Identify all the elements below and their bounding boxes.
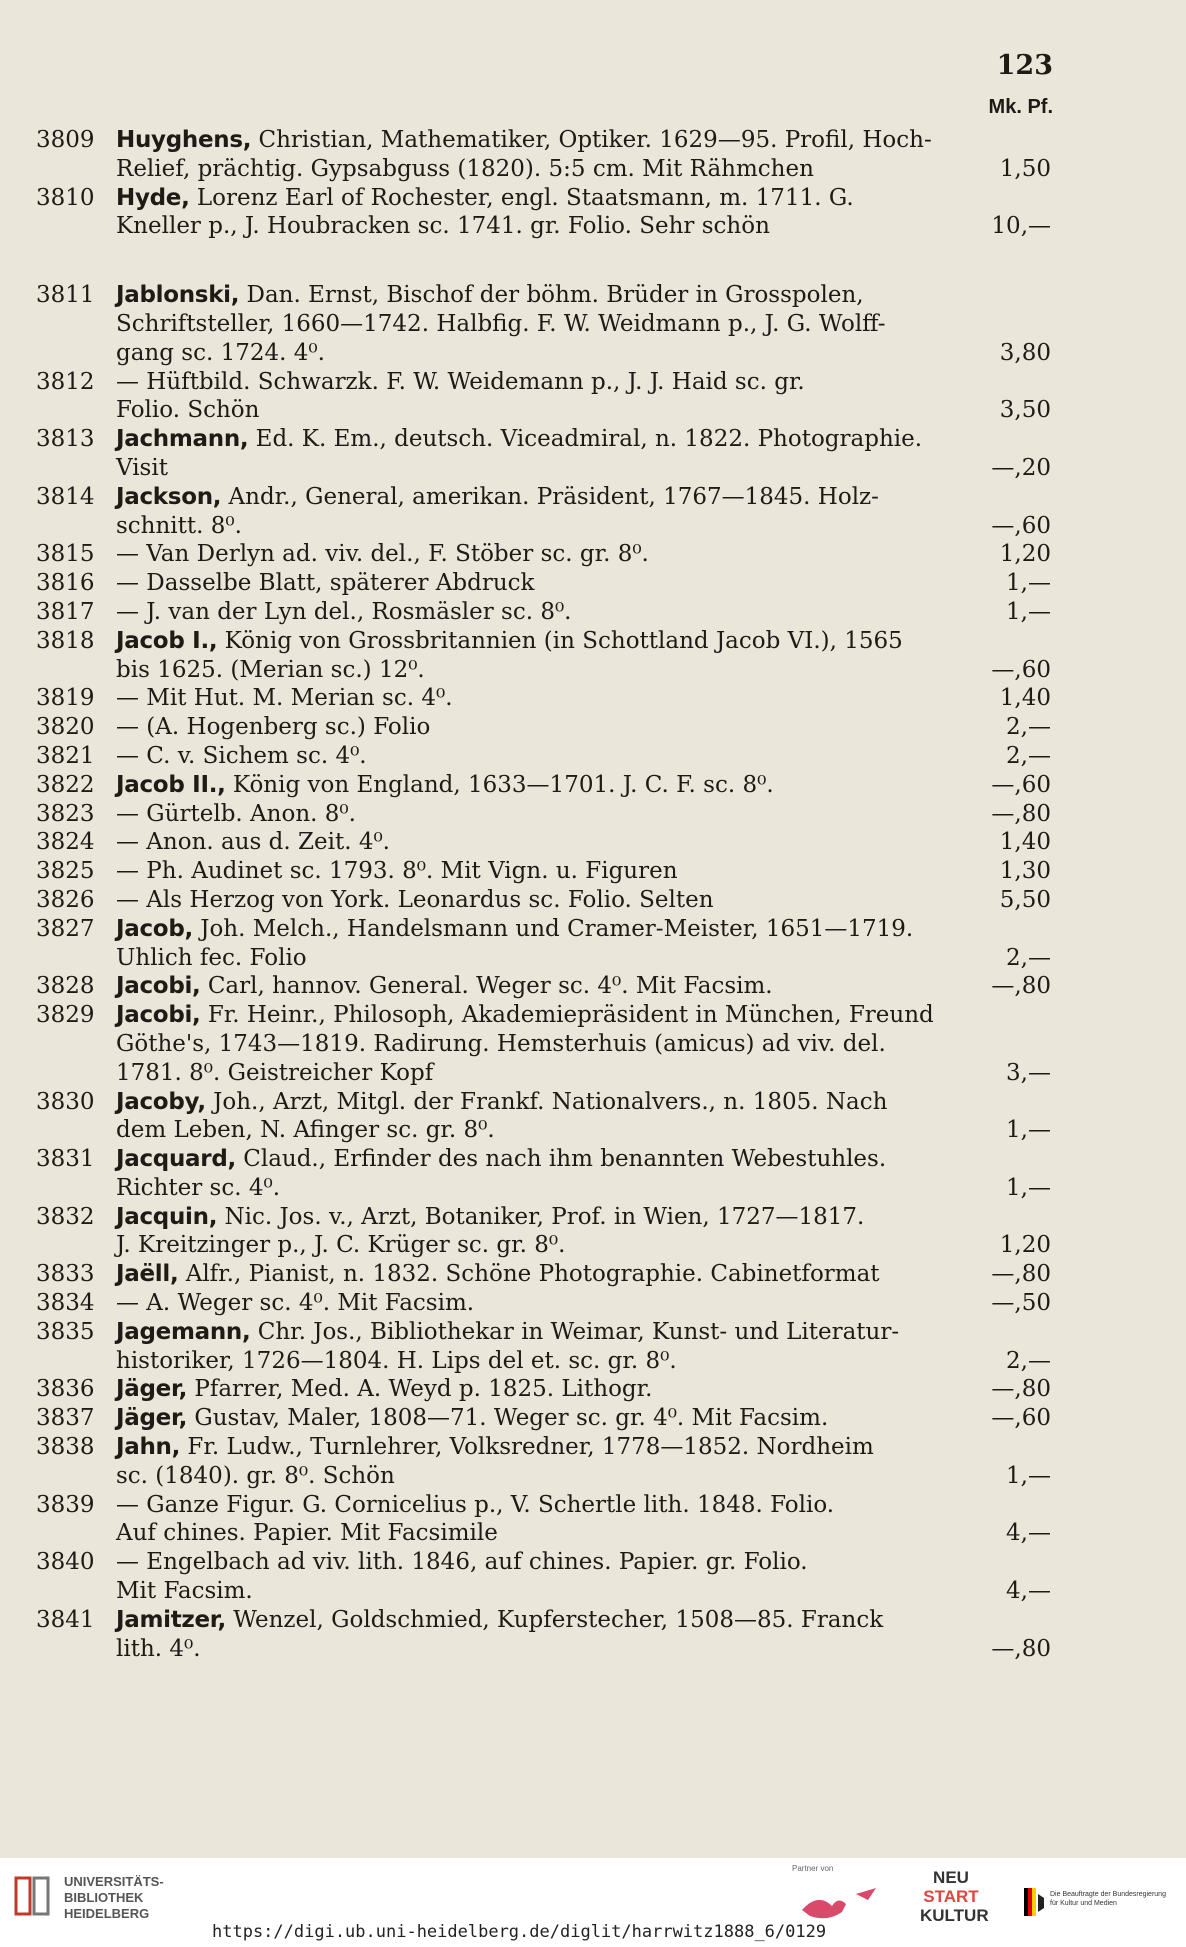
entry-price: —,80 bbox=[991, 800, 1051, 827]
entry-description: Relief, prächtig. Gypsabguss (1820). 5:5 cm. Mit Rähmchen bbox=[116, 155, 814, 182]
entry-line bbox=[36, 1433, 1051, 1462]
entry-line bbox=[36, 1088, 1051, 1117]
entry-description: — Engelbach ad viv. lith. 1846, auf chines. Papier. gr. Folio. bbox=[116, 1549, 808, 1576]
entry-text bbox=[116, 339, 325, 368]
entry-description: Christian, Mathematiker, Optiker. 1629—95. Profil, Hoch- bbox=[258, 127, 932, 153]
entry-text bbox=[116, 800, 356, 829]
federal-eagle-icon bbox=[1024, 1888, 1044, 1916]
entry-description: Chr. Jos., Bibliothekar in Weimar, Kunst- und Literatur- bbox=[257, 1318, 900, 1345]
entry-subject-name: Jacquard, bbox=[116, 1146, 236, 1173]
entry-text bbox=[116, 310, 885, 339]
entry-number: 3841 bbox=[36, 1606, 95, 1633]
entry-price: —,60 bbox=[991, 656, 1051, 683]
entry-line bbox=[36, 598, 1051, 627]
entry-price: 1,— bbox=[1006, 1174, 1051, 1201]
entry-line bbox=[36, 684, 1051, 713]
entry-text bbox=[116, 1462, 395, 1491]
footer-bar bbox=[0, 1858, 1186, 1947]
entry-line bbox=[36, 425, 1051, 454]
entry-price: 3,80 bbox=[999, 339, 1051, 366]
entry-number: 3823 bbox=[36, 800, 95, 827]
entry-subject-name: Jacquin, bbox=[116, 1203, 218, 1230]
entry-number: 3839 bbox=[36, 1491, 95, 1518]
entry-text bbox=[116, 368, 805, 397]
catalog-entry bbox=[36, 1145, 1051, 1203]
entry-text bbox=[116, 944, 307, 973]
entry-subject-name: Jacoby, bbox=[116, 1088, 206, 1115]
catalog-entry bbox=[36, 713, 1051, 742]
partner-label: Partner von bbox=[792, 1864, 834, 1873]
entry-line bbox=[36, 1462, 1051, 1491]
entry-number: 3809 bbox=[36, 127, 95, 153]
catalog-entry bbox=[36, 828, 1051, 857]
entry-text bbox=[116, 886, 714, 915]
entry-text bbox=[116, 1174, 280, 1203]
entry-description: Kneller p., J. Houbracken sc. 1741. gr. Folio. Sehr schön bbox=[116, 213, 770, 240]
entry-line bbox=[36, 1231, 1051, 1260]
entry-number: 3822 bbox=[36, 771, 95, 798]
entry-price: 4,— bbox=[1006, 1520, 1051, 1547]
entry-text bbox=[116, 1318, 899, 1347]
neustart-kultur-logo: NEU START KULTUR bbox=[920, 1868, 989, 1925]
entry-line bbox=[36, 212, 1051, 241]
catalog-entry bbox=[36, 1404, 1051, 1433]
entry-description: Lorenz Earl of Rochester, engl. Staatsmann, m. 1711. G. bbox=[196, 184, 854, 211]
entry-line bbox=[36, 1059, 1051, 1088]
entry-number: 3834 bbox=[36, 1290, 95, 1317]
entry-line bbox=[36, 828, 1051, 857]
entry-description: Joh., Arzt, Mitgl. der Frankf. Nationalvers., n. 1805. Nach bbox=[213, 1088, 888, 1115]
entry-text bbox=[116, 569, 534, 598]
entry-price: —,80 bbox=[991, 1376, 1051, 1403]
entry-subject-name: Jagemann, bbox=[116, 1318, 251, 1345]
entry-line bbox=[36, 1548, 1051, 1577]
entry-text bbox=[116, 425, 922, 454]
entry-text bbox=[116, 1059, 433, 1088]
catalog-entry bbox=[36, 1548, 1051, 1606]
entry-price: 2,— bbox=[1006, 742, 1051, 769]
library-name: UNIVERSITÄTS- BIBLIOTHEK HEIDELBERG bbox=[64, 1874, 164, 1921]
entry-text bbox=[116, 1375, 652, 1404]
entry-line bbox=[36, 1404, 1051, 1433]
entry-price: —,20 bbox=[991, 454, 1051, 481]
entry-text bbox=[116, 1491, 834, 1520]
entry-number: 3817 bbox=[36, 598, 95, 625]
entry-text bbox=[116, 1088, 887, 1117]
entry-price: 3,50 bbox=[999, 397, 1051, 424]
entry-line bbox=[36, 1491, 1051, 1520]
entry-price: —,50 bbox=[991, 1290, 1051, 1317]
entry-description: — Mit Hut. M. Merian sc. 4⁰. bbox=[116, 685, 453, 712]
entry-description: — A. Weger sc. 4⁰. Mit Facsim. bbox=[116, 1290, 475, 1317]
entry-description: — Ph. Audinet sc. 1793. 8⁰. Mit Vign. u. Figuren bbox=[116, 858, 678, 885]
bkm-label: Die Beauftragte der Bundesregierung für Kultur und Medien bbox=[1050, 1891, 1166, 1907]
catalog-entry bbox=[36, 569, 1051, 598]
entry-description: Uhlich fec. Folio bbox=[116, 944, 307, 971]
entry-description: Nic. Jos. v., Arzt, Botaniker, Prof. in Wien, 1727—1817. bbox=[224, 1203, 865, 1230]
entry-text bbox=[116, 454, 168, 483]
entry-line bbox=[36, 972, 1051, 1001]
entry-description: Alfr., Pianist, n. 1832. Schöne Photographie. Cabinetformat bbox=[185, 1261, 880, 1288]
entry-text bbox=[116, 771, 774, 800]
entry-text bbox=[116, 1577, 253, 1606]
entry-description: lith. 4⁰. bbox=[116, 1635, 201, 1662]
entry-number: 3828 bbox=[36, 973, 95, 1000]
entry-number: 3814 bbox=[36, 483, 95, 510]
entry-subject-name: Jacob II., bbox=[116, 771, 226, 798]
entry-text bbox=[116, 483, 879, 512]
currency-header: Mk. Pf. bbox=[988, 96, 1053, 118]
entry-text bbox=[116, 1548, 808, 1577]
entry-subject-name: Jacobi, bbox=[116, 1002, 201, 1029]
entry-line bbox=[36, 483, 1051, 512]
entry-line bbox=[36, 540, 1051, 569]
entry-description: — Ganze Figur. G. Cornicelius p., V. Schertle lith. 1848. Folio. bbox=[116, 1491, 835, 1518]
entry-number: 3831 bbox=[36, 1146, 95, 1173]
entry-description: dem Leben, N. Afinger sc. gr. 8⁰. bbox=[116, 1117, 495, 1144]
entry-number: 3824 bbox=[36, 829, 95, 856]
entry-price: 2,— bbox=[1006, 1347, 1051, 1374]
entry-number: 3838 bbox=[36, 1434, 95, 1461]
entry-number: 3812 bbox=[36, 368, 95, 395]
entry-number: 3810 bbox=[36, 184, 95, 211]
entry-number: 3819 bbox=[36, 685, 95, 712]
catalog-entry bbox=[36, 1433, 1051, 1491]
entry-subject-name: Jackson, bbox=[116, 483, 222, 510]
entry-number: 3840 bbox=[36, 1549, 95, 1576]
entry-subject-name: Jacob I., bbox=[116, 627, 218, 654]
entry-description: — Als Herzog von York. Leonardus sc. Folio. Selten bbox=[116, 886, 714, 913]
entry-description: historiker, 1726—1804. H. Lips del et. sc. gr. 8⁰. bbox=[116, 1347, 677, 1374]
entry-text bbox=[116, 972, 773, 1001]
entry-number: 3821 bbox=[36, 742, 95, 769]
entry-subject-name: Jamitzer, bbox=[116, 1606, 226, 1633]
entry-description: Mit Facsim. bbox=[116, 1578, 253, 1605]
entry-price: —,60 bbox=[991, 512, 1051, 539]
entry-line bbox=[36, 454, 1051, 483]
entry-description: Göthe's, 1743—1819. Radirung. Hemsterhuis (amicus) ad viv. del. bbox=[116, 1030, 886, 1057]
entry-text bbox=[116, 1030, 886, 1059]
entry-line bbox=[36, 1260, 1051, 1289]
entry-subject-name: Jacobi, bbox=[116, 973, 201, 1000]
entry-description: — (A. Hogenberg sc.) Folio bbox=[116, 714, 431, 741]
entry-description: Dan. Ernst, Bischof der böhm. Brüder in Grosspolen, bbox=[246, 282, 864, 309]
entry-text bbox=[116, 742, 367, 771]
entry-line bbox=[36, 512, 1051, 541]
entry-price: 1,— bbox=[1006, 570, 1051, 597]
catalog-entry bbox=[36, 886, 1051, 915]
entry-price: 1,20 bbox=[999, 541, 1051, 568]
entry-price: —,60 bbox=[991, 1405, 1051, 1432]
catalog-entry bbox=[36, 126, 1051, 184]
entry-line bbox=[36, 1116, 1051, 1145]
entry-subject-name: Jablonski, bbox=[116, 282, 240, 309]
entry-line bbox=[36, 339, 1051, 368]
entry-subject-name: Huyghens, bbox=[116, 127, 252, 153]
entry-text bbox=[116, 155, 814, 184]
entry-line bbox=[36, 368, 1051, 397]
source-url-link[interactable]: https://digi.ub.uni-heidelberg.de/diglit/harrwitz1888_6/0129 bbox=[212, 1922, 827, 1942]
entry-line bbox=[36, 886, 1051, 915]
entry-text bbox=[116, 1203, 864, 1232]
entry-price: 4,— bbox=[1006, 1578, 1051, 1605]
entry-line bbox=[36, 1174, 1051, 1203]
entry-text bbox=[116, 126, 932, 155]
entry-number: 3818 bbox=[36, 627, 95, 654]
entry-text bbox=[116, 684, 453, 713]
entry-line bbox=[36, 1318, 1051, 1347]
entry-text bbox=[116, 1116, 495, 1145]
entry-description: Richter sc. 4⁰. bbox=[116, 1174, 280, 1201]
entry-price: 1,— bbox=[1006, 598, 1051, 625]
catalog-entry bbox=[36, 281, 1051, 367]
entry-description: Fr. Heinr., Philosoph, Akademiepräsident in München, Freund bbox=[207, 1002, 934, 1029]
entry-text bbox=[116, 915, 913, 944]
entry-number: 3830 bbox=[36, 1088, 95, 1115]
entry-text bbox=[116, 540, 649, 569]
entry-description: Visit bbox=[116, 454, 168, 481]
entry-number: 3836 bbox=[36, 1376, 95, 1403]
entry-line bbox=[36, 1577, 1051, 1606]
catalog-entry bbox=[36, 1491, 1051, 1549]
entry-line bbox=[36, 656, 1051, 685]
catalog-entry bbox=[36, 857, 1051, 886]
entry-subject-name: Jaëll, bbox=[116, 1261, 179, 1288]
catalog-entry bbox=[36, 915, 1051, 973]
entry-description: König von England, 1633—1701. J. C. F. sc. 8⁰. bbox=[232, 771, 774, 798]
entry-line bbox=[36, 155, 1051, 184]
catalog-entry bbox=[36, 368, 1051, 426]
entry-text bbox=[116, 1519, 498, 1548]
entry-text bbox=[116, 598, 572, 627]
catalog-entry bbox=[36, 742, 1051, 771]
entry-line bbox=[36, 944, 1051, 973]
entry-description: — Van Derlyn ad. viv. del., F. Stöber sc. gr. 8⁰. bbox=[116, 541, 649, 568]
entry-text bbox=[116, 857, 678, 886]
entry-line bbox=[36, 569, 1051, 598]
catalog-entry bbox=[36, 684, 1051, 713]
entry-subject-name: Jacob, bbox=[116, 915, 193, 942]
entry-price: 2,— bbox=[1006, 944, 1051, 971]
catalog-entry bbox=[36, 184, 1051, 242]
entry-text bbox=[116, 1001, 934, 1030]
entry-price: 1,20 bbox=[999, 1232, 1051, 1259]
entry-number: 3816 bbox=[36, 570, 95, 597]
entry-description: sc. (1840). gr. 8⁰. Schön bbox=[116, 1462, 395, 1489]
entry-description: schnitt. 8⁰. bbox=[116, 512, 242, 539]
catalog-entry bbox=[36, 540, 1051, 569]
entry-text bbox=[116, 627, 903, 656]
entry-description: 1781. 8⁰. Geistreicher Kopf bbox=[116, 1059, 434, 1086]
entry-line bbox=[36, 1519, 1051, 1548]
entry-line bbox=[36, 800, 1051, 829]
entry-description: — Dasselbe Blatt, späterer Abdruck bbox=[116, 570, 535, 597]
page-number: 123 bbox=[996, 50, 1053, 81]
entry-text bbox=[116, 1260, 880, 1289]
entry-number: 3829 bbox=[36, 1002, 95, 1029]
entry-line bbox=[36, 1030, 1051, 1059]
entry-number: 3826 bbox=[36, 886, 95, 913]
entry-line bbox=[36, 915, 1051, 944]
entry-description: — J. van der Lyn del., Rosmäsler sc. 8⁰. bbox=[116, 598, 572, 625]
entry-description: gang sc. 1724. 4⁰. bbox=[116, 339, 325, 366]
entry-number: 3833 bbox=[36, 1261, 95, 1288]
entry-subject-name: Jäger, bbox=[116, 1376, 188, 1403]
entry-text bbox=[116, 1404, 828, 1433]
catalog-entry bbox=[36, 771, 1051, 800]
entry-line bbox=[36, 1347, 1051, 1376]
catalog-entry bbox=[36, 627, 1051, 685]
entry-description: Claud., Erfinder des nach ihm benannten Webestuhles. bbox=[243, 1146, 887, 1173]
entry-price: —,80 bbox=[991, 973, 1051, 1000]
entry-line bbox=[36, 126, 1051, 155]
entry-line bbox=[36, 857, 1051, 886]
entry-description: Wenzel, Goldschmied, Kupferstecher, 1508—85. Franck bbox=[233, 1606, 884, 1633]
entry-description: Andr., General, amerikan. Präsident, 1767—1845. Holz- bbox=[228, 483, 879, 510]
entry-subject-name: Hyde, bbox=[116, 184, 190, 211]
entry-description: J. Kreitzinger p., J. C. Krüger sc. gr. 8⁰. bbox=[116, 1232, 566, 1259]
entry-description: — Gürtelb. Anon. 8⁰. bbox=[116, 800, 356, 827]
entry-text bbox=[116, 184, 854, 213]
entry-text bbox=[116, 512, 242, 541]
entry-line bbox=[36, 771, 1051, 800]
entry-text bbox=[116, 1231, 565, 1260]
catalog-entry bbox=[36, 1001, 1051, 1087]
entry-description: bis 1625. (Merian sc.) 12⁰. bbox=[116, 656, 425, 683]
entry-description: Carl, hannov. General. Weger sc. 4⁰. Mit Facsim. bbox=[207, 973, 773, 1000]
catalog-entry bbox=[36, 972, 1051, 1001]
catalog-entry bbox=[36, 1375, 1051, 1404]
entry-price: 1,30 bbox=[999, 858, 1051, 885]
entry-description: — Anon. aus d. Zeit. 4⁰. bbox=[116, 829, 390, 856]
entry-description: Gustav, Maler, 1808—71. Weger sc. gr. 4⁰. Mit Facsim. bbox=[194, 1405, 829, 1432]
entry-number: 3835 bbox=[36, 1318, 95, 1345]
catalog-entry bbox=[36, 1260, 1051, 1289]
entry-number: 3813 bbox=[36, 426, 95, 453]
entry-line bbox=[36, 1001, 1051, 1030]
entry-text bbox=[116, 396, 259, 425]
catalog-entry bbox=[36, 1289, 1051, 1318]
entry-price: —,80 bbox=[991, 1261, 1051, 1288]
entry-line bbox=[36, 1635, 1051, 1664]
entry-description: Schriftsteller, 1660—1742. Halbfig. F. W. Weidmann p., J. G. Wolff- bbox=[116, 310, 886, 337]
catalog-entry bbox=[36, 425, 1051, 483]
entry-line bbox=[36, 1375, 1051, 1404]
entry-line bbox=[36, 1606, 1051, 1635]
entry-price: 1,— bbox=[1006, 1462, 1051, 1489]
entry-text bbox=[116, 713, 430, 742]
entry-number: 3827 bbox=[36, 915, 95, 942]
entry-list bbox=[36, 126, 1051, 1663]
entry-price: 2,— bbox=[1006, 714, 1051, 741]
entry-text bbox=[116, 1289, 474, 1318]
entry-price: 5,50 bbox=[999, 886, 1051, 913]
entry-text bbox=[116, 828, 390, 857]
entry-price: —,60 bbox=[991, 771, 1051, 798]
entry-price: 1,50 bbox=[999, 155, 1051, 182]
entry-subject-name: Jahn, bbox=[116, 1434, 181, 1461]
catalog-entry bbox=[36, 1088, 1051, 1146]
entry-line bbox=[36, 627, 1051, 656]
catalog-entry bbox=[36, 800, 1051, 829]
entry-description: — Hüftbild. Schwarzk. F. W. Weidemann p., J. J. Haid sc. gr. bbox=[116, 368, 805, 395]
entry-description: Auf chines. Papier. Mit Facsimile bbox=[116, 1520, 498, 1547]
entry-description: — C. v. Sichem sc. 4⁰. bbox=[116, 742, 367, 769]
entry-number: 3832 bbox=[36, 1203, 95, 1230]
entry-number: 3815 bbox=[36, 541, 95, 568]
catalog-entry bbox=[36, 1606, 1051, 1664]
entry-price: 3,— bbox=[1006, 1059, 1051, 1086]
entry-description: König von Grossbritannien (in Schottland Jacob VI.), 1565 bbox=[224, 627, 903, 654]
entry-line bbox=[36, 713, 1051, 742]
entry-line bbox=[36, 281, 1051, 310]
entry-text bbox=[116, 1145, 886, 1174]
entry-subject-name: Jäger, bbox=[116, 1405, 188, 1432]
entry-price: 1,— bbox=[1006, 1117, 1051, 1144]
entry-text bbox=[116, 212, 770, 241]
catalog-entry bbox=[36, 483, 1051, 541]
entry-line bbox=[36, 1289, 1051, 1318]
entry-line bbox=[36, 184, 1051, 213]
entry-price: 1,40 bbox=[999, 829, 1051, 856]
entry-price: 10,— bbox=[991, 213, 1051, 240]
entry-description: Joh. Melch., Handelsmann und Cramer-Meister, 1651—1719. bbox=[200, 915, 914, 942]
entry-number: 3820 bbox=[36, 714, 95, 741]
entry-text bbox=[116, 1635, 201, 1664]
catalog-entry bbox=[36, 1318, 1051, 1376]
catalog-entry bbox=[36, 1203, 1051, 1261]
entry-line bbox=[36, 310, 1051, 339]
entry-line bbox=[36, 1203, 1051, 1232]
entry-price: —,80 bbox=[991, 1635, 1051, 1662]
entry-description: Pfarrer, Med. A. Weyd p. 1825. Lithogr. bbox=[194, 1376, 653, 1403]
entry-description: Folio. Schön bbox=[116, 397, 260, 424]
entry-text bbox=[116, 281, 864, 310]
entry-text bbox=[116, 656, 425, 685]
entry-description: Ed. K. Em., deutsch. Viceadmiral, n. 1822. Photographie. bbox=[255, 426, 923, 453]
entry-price: 1,40 bbox=[999, 685, 1051, 712]
entry-text bbox=[116, 1347, 677, 1376]
entry-description: Fr. Ludw., Turnlehrer, Volksredner, 1778—1852. Nordheim bbox=[187, 1434, 874, 1461]
entry-line bbox=[36, 1145, 1051, 1174]
entry-line bbox=[36, 396, 1051, 425]
catalog-entry bbox=[36, 598, 1051, 627]
ub-heidelberg-logo-icon bbox=[12, 1874, 52, 1918]
entry-subject-name: Jachmann, bbox=[116, 426, 249, 453]
entry-line bbox=[36, 742, 1051, 771]
entry-number: 3825 bbox=[36, 858, 95, 885]
entry-text bbox=[116, 1433, 874, 1462]
entry-number: 3811 bbox=[36, 282, 95, 309]
entry-number: 3837 bbox=[36, 1405, 95, 1432]
entry-text bbox=[116, 1606, 883, 1635]
